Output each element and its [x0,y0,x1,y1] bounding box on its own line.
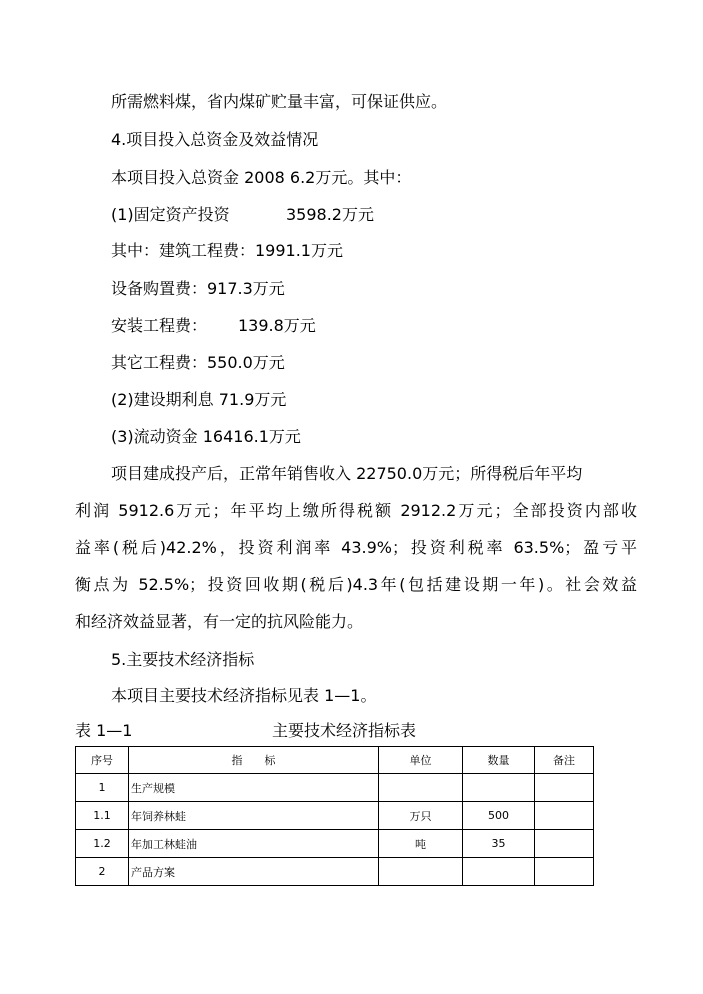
cell-qty [463,774,535,802]
cell-indicator: 年加工林蛙油 [129,830,379,858]
cell-qty: 35 [463,830,535,858]
benefit-line-2: 利润 5912.6万元；年平均上缴所得税额 2912.2万元；全部投资内部收 [75,501,637,520]
header-no: 序号 [76,747,129,774]
benefit-line-4: 衡点为 52.5%；投资回收期(税后)4.3年(包括建设期一年)。社会效益 [75,575,637,594]
other-cost: 其它工程费：550.0万元 [111,353,285,372]
benefit-line-1: 项目建成投产后，正常年销售收入 22750.0万元；所得税后年平均 [111,464,583,483]
fixed-asset-value: 3598.2万元 [286,205,374,224]
table-header-row [76,747,594,774]
installation-cost-value: 139.8万元 [238,316,316,335]
header-qty: 数量 [463,747,535,774]
header-unit: 单位 [379,747,463,774]
benefit-line-3: 益率(税后)42.2%，投资利润率 43.9%；投资利税率 63.5%；盈亏平 [75,538,637,557]
cell-no: 1.1 [76,802,129,830]
cell-indicator: 年饲养林蛙 [129,802,379,830]
fixed-asset-label: (1)固定资产投资 [111,205,230,224]
installation-cost-label: 安装工程费： [111,316,208,335]
cell-no: 1.2 [76,830,129,858]
table-row [76,802,594,830]
cell-remark [535,774,594,802]
equipment-cost: 设备购置费：917.3万元 [111,279,285,298]
cell-unit [379,858,463,886]
section-heading-investment: 4.项目投入总资金及效益情况 [111,130,319,149]
cell-qty: 500 [463,802,535,830]
cell-remark [535,830,594,858]
cell-unit: 吨 [379,830,463,858]
benefit-line-5: 和经济效益显著，有一定的抗风险能力。 [75,612,364,631]
table-row [76,858,594,886]
cell-no: 2 [76,858,129,886]
cell-indicator: 生产规模 [129,774,379,802]
paragraph-total-investment: 本项目投入总资金 2008 6.2万元。其中： [111,168,412,187]
cell-remark [535,802,594,830]
table-title: 主要技术经济指标表 [272,721,417,740]
cell-remark [535,858,594,886]
table-label: 表 1—1 [75,721,133,740]
working-capital: (3)流动资金 16416.1万元 [111,427,301,446]
header-indicator: 指 标 [129,747,379,774]
cell-unit [379,774,463,802]
paragraph-table-reference: 本项目主要技术经济指标见表 1—1。 [111,686,377,705]
indicators-table [75,746,594,886]
table-row [76,830,594,858]
cell-unit: 万只 [379,802,463,830]
header-remark: 备注 [535,747,594,774]
construction-cost: 其中：建筑工程费：1991.1万元 [111,241,343,260]
cell-qty [463,858,535,886]
paragraph-fuel: 所需燃料煤，省内煤矿贮量丰富，可保证供应。 [111,92,448,111]
section-heading-indicators: 5.主要技术经济指标 [111,650,255,669]
construction-interest: (2)建设期利息 71.9万元 [111,390,287,409]
cell-no: 1 [76,774,129,802]
table-row [76,774,594,802]
cell-indicator: 产品方案 [129,858,379,886]
